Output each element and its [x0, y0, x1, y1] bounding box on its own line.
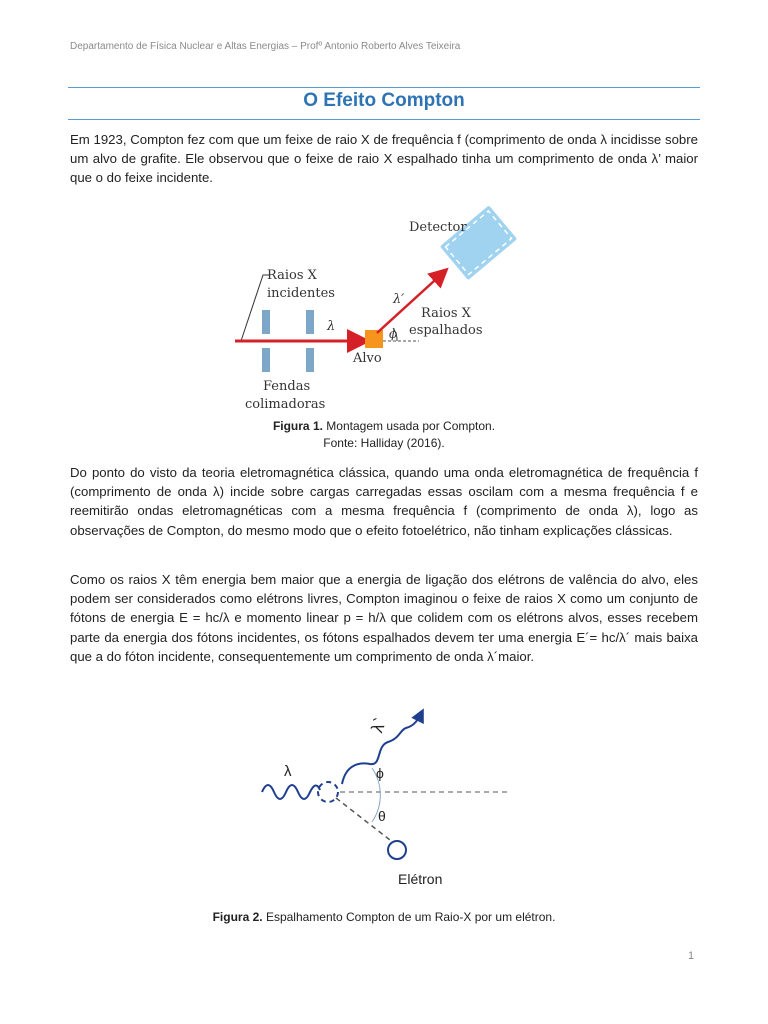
lambda-label: λ: [327, 319, 336, 334]
figure-1-compton-setup: [225, 198, 545, 414]
slits-label-2: colimadoras: [245, 397, 326, 412]
title-bottom-rule: [68, 119, 700, 120]
figure-1-caption-label: Figura 1.: [272, 419, 323, 433]
slit-bottom-1: [262, 348, 270, 372]
figure-1-caption-text: Montagem usada por Compton.: [326, 419, 496, 433]
theta-label: θ: [378, 808, 386, 824]
phi-label: ϕ: [389, 327, 398, 341]
paragraph-classical-view: Do ponto do visto da teoria eletromagnética clássica, quando uma onda eletromagnética de frequência f (comprimento de onda λ) incide sobre cargas carregadas essas oscilam com a mesma frequência f e reemitirão ondas eletromagnéticas com a mesma frequência f (comprimento de onda λ), logo as observações de Compton, do mesmo modo que o efeito fotoelétrico, não tinham explicações clássicas.: [70, 465, 698, 538]
slits-label: Fendas: [263, 379, 311, 394]
figure-2-scattering-diagram: [250, 698, 520, 892]
detector-label: Detector: [409, 220, 467, 235]
incident-label-2: incidentes: [267, 286, 335, 301]
paragraph-photon-model: Como os raios X têm energia bem maior que a energia de ligação dos elétrons de valência do alvo, eles podem ser considerados como elétrons livres, Compton imaginou o feixe de raios X como um conjunto de fótons de energia E = hc/λ e momento linear p = h/λ que colidem com os elétrons alvos, esses recebem parte da energia dos fótons incidentes, os fótons espalhados devem ter uma energia E´= hc/λ´ mais baixa que a do fóton incidente, consequentemente um comprimento de onda λ´maior.: [70, 572, 698, 664]
title-top-rule: [68, 87, 700, 88]
page-header: Departamento de Física Nuclear e Altas Energias – Profº Antonio Roberto Alves Teixeira: [70, 41, 461, 52]
page-title: O Efeito Compton: [303, 90, 465, 111]
paragraph-intro: Em 1923, Compton fez com que um feixe de raio X de frequência f (comprimento de onda λ incidisse sobre um alvo de grafite. Ele observou que o feixe de raio X espalhado tinha um comprimento de onda λ’ maior que o do feixe incidente.: [70, 132, 698, 186]
slit-top-1: [262, 310, 270, 334]
target-label: Alvo: [353, 351, 382, 366]
lambda-prime-label: λ′: [393, 292, 405, 307]
phi-label: ϕ: [376, 765, 384, 781]
figure-2-caption-text: Espalhamento Compton de um Raio-X por um elétron.: [265, 910, 556, 924]
scattered-label-2: espalhados: [409, 323, 483, 338]
initial-electron-circle: [318, 782, 338, 802]
slit-top-2: [306, 310, 314, 334]
figure-2-caption: [68, 909, 700, 926]
page-number: 1: [688, 950, 695, 962]
incident-label: Raios X: [267, 268, 317, 283]
slit-bottom-2: [306, 348, 314, 372]
target-block: [365, 330, 383, 348]
detector-icon: [440, 205, 517, 280]
incident-photon-wave: [262, 785, 320, 799]
electron-label: Elétron: [398, 871, 443, 887]
scattered-label: Raios X: [421, 306, 471, 321]
figure-1-caption-source: Fonte: Halliday (2016).: [323, 436, 445, 450]
figure-2-caption-label: Figura 2.: [212, 910, 263, 924]
recoil-electron-circle: [388, 841, 406, 859]
lambda-prime-label: λ`: [367, 715, 391, 736]
lambda-label: λ: [284, 763, 292, 780]
figure-1-caption: [68, 418, 700, 452]
